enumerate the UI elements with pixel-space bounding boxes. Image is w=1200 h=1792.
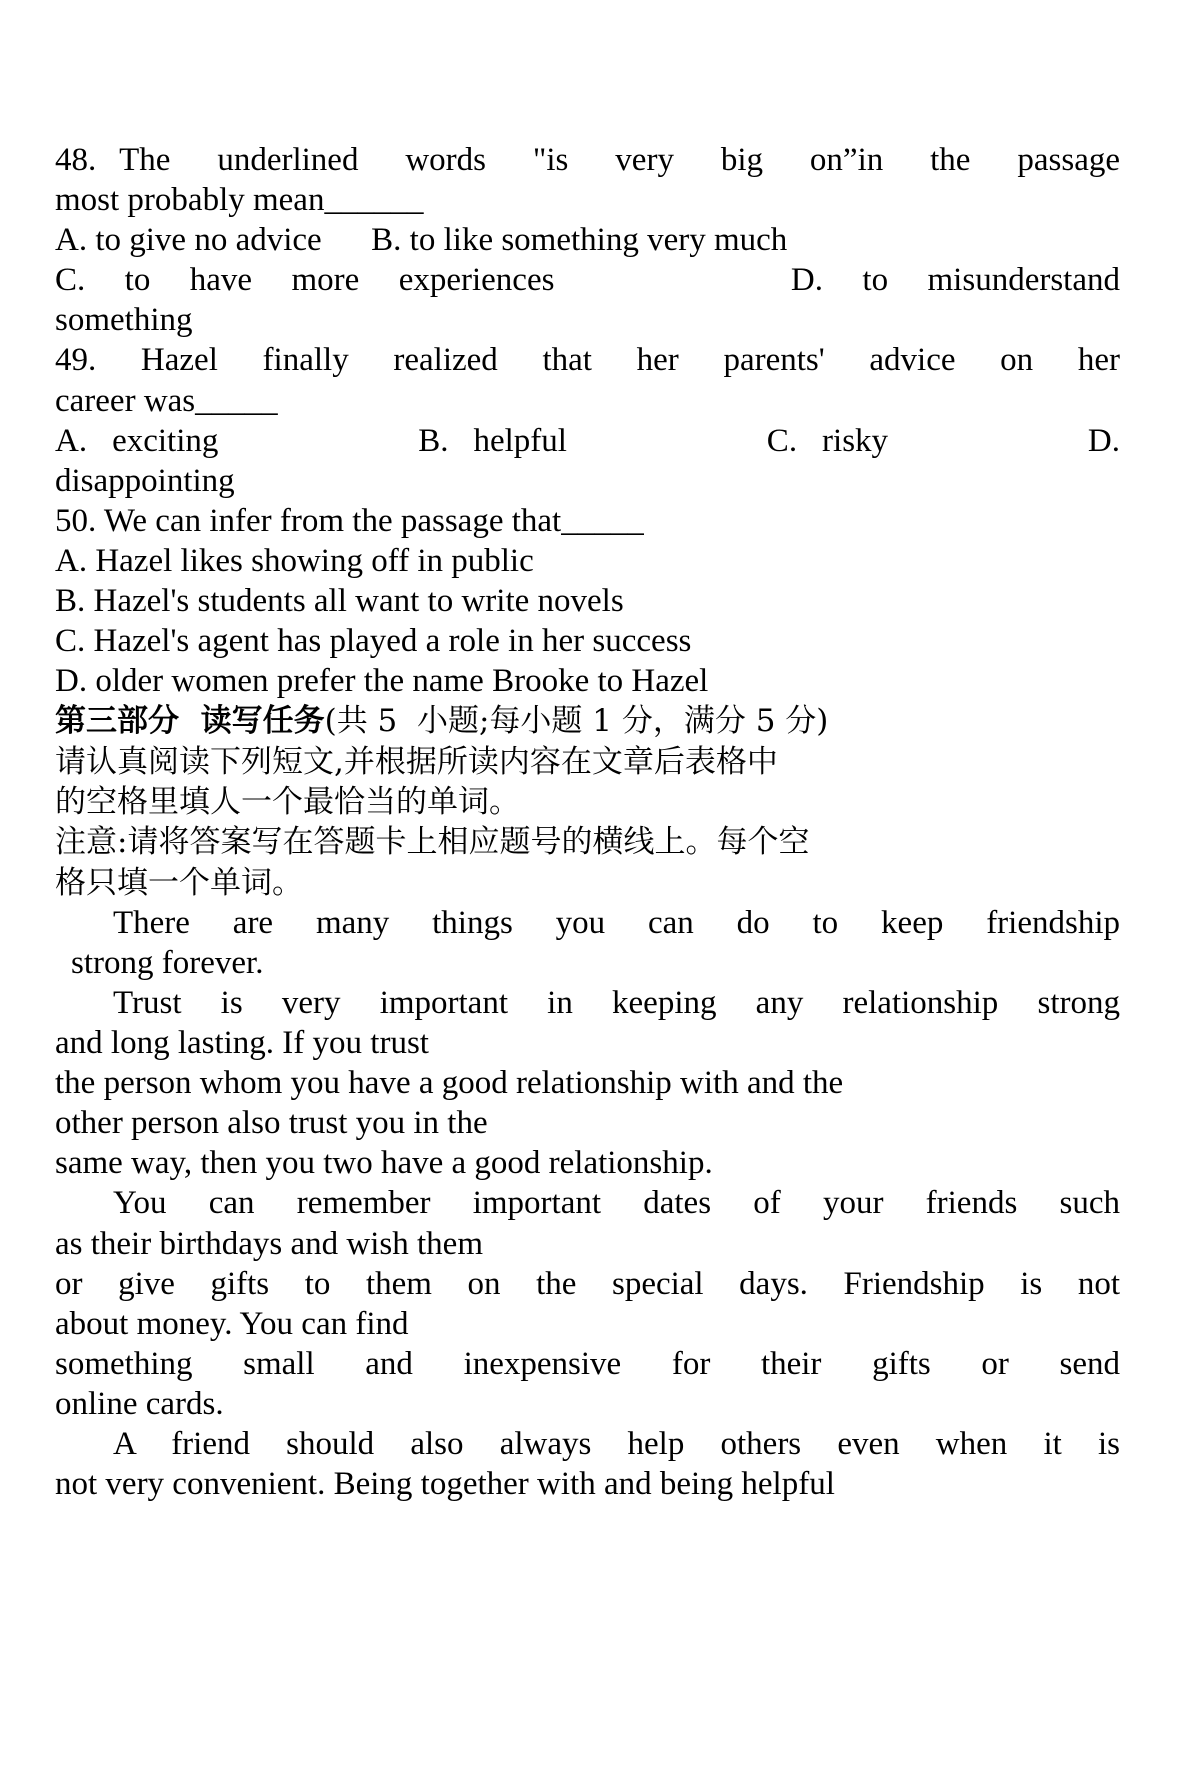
question-48-stem-line2: most probably mean______: [55, 182, 424, 219]
passage-line-11: about money. You can find: [55, 1305, 409, 1342]
passage-line-6: other person also trust you in the: [55, 1105, 488, 1142]
passage-line-5: the person whom you have a good relationship with and the: [55, 1065, 844, 1102]
question-48-option-d-cont: something: [55, 302, 193, 339]
section-note-line1: 注意:请将答案写在答题卡上相应题号的横线上。每个空: [55, 824, 810, 861]
passage-line-8: You can remember important dates of your friends such: [113, 1185, 1120, 1222]
question-49: [55, 340, 1120, 500]
question-50: [55, 501, 1120, 701]
question-50-option-a: A. Hazel likes showing off in public: [55, 542, 534, 579]
question-49-stem-line2: career was_____: [55, 382, 278, 419]
question-48: [55, 140, 1120, 340]
question-49-option-d-cont: disappointing: [55, 462, 235, 499]
question-48-option-a-b: A. to give no advice B. to like something very much: [55, 222, 788, 259]
passage-line-1: There are many things you can do to keep friendship: [113, 904, 1120, 941]
reading-passage: [55, 903, 1120, 1504]
section-three: [55, 701, 1120, 902]
question-48-option-c-d: C. to have more experiences D. to misunderstand: [55, 262, 1120, 299]
passage-line-2: strong forever.: [71, 944, 264, 981]
question-50-stem: 50. We can infer from the passage that_____: [55, 502, 644, 539]
passage-line-4: and long lasting. If you trust: [55, 1025, 429, 1062]
passage-line-12: something small and inexpensive for their gifts or send: [55, 1345, 1120, 1382]
passage-line-10: or give gifts to them on the special days. Friendship is not: [55, 1265, 1120, 1302]
section-instruction-line1: 请认真阅读下列短文,并根据所读内容在文章后表格中: [55, 743, 778, 780]
section-note-line2: 格只填一个单词。: [55, 864, 303, 901]
passage-line-15: not very convenient. Being together with and being helpful: [55, 1466, 835, 1503]
question-49-stem-line1: 49. Hazel finally realized that her parents' advice on her: [55, 342, 1120, 379]
passage-line-13: online cards.: [55, 1385, 224, 1422]
question-50-option-c: C. Hazel's agent has played a role in her success: [55, 623, 692, 660]
passage-line-3: Trust is very important in keeping any relationship strong: [113, 984, 1120, 1021]
section-heading: [55, 701, 1120, 741]
question-50-option-b: B. Hazel's students all want to write novels: [55, 583, 624, 620]
document-body: [55, 140, 1120, 1504]
section-instruction-line2: 的空格里填人一个最恰当的单词。: [55, 783, 520, 820]
passage-line-14: A friend should also always help others even when it is: [113, 1426, 1120, 1463]
section-heading-detail: (共 5 小题;每小题 1 分，满分 5 分): [324, 703, 829, 740]
passage-line-7: same way, then you two have a good relationship.: [55, 1145, 713, 1182]
question-48-stem-line1: 48. The underlined words "is very big on”in the passage: [55, 142, 1120, 178]
question-49-options: A. exciting B. helpful C. risky D.: [55, 422, 1120, 459]
passage-line-9: as their birthdays and wish them: [55, 1225, 484, 1262]
question-50-option-d: D. older women prefer the name Brooke to Hazel: [55, 663, 709, 700]
section-heading-title: 第三部分 读写任务: [55, 703, 325, 740]
